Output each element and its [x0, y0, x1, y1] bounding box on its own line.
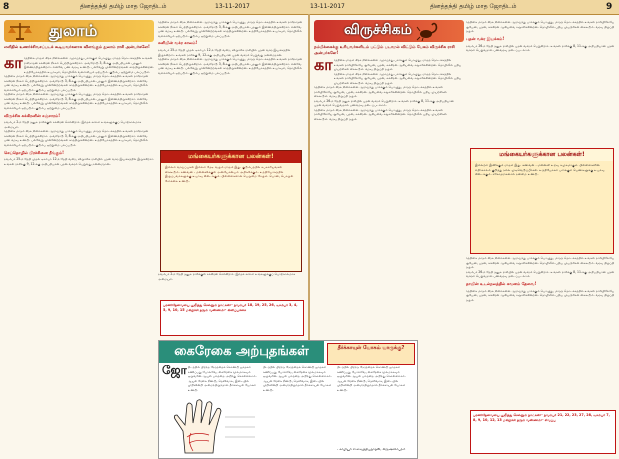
thulam-title: துலாம் — [49, 20, 98, 40]
viruchigam-col2-text: ர்த்திகை மாதம் கிரக நிலைகளை ஆராய்ந்து பார்க்கும் பொழுது, மாதத் தொடக்கத்தில் உங்கள் ராசியிலேயே சூரியன், புதன், சுக்கிரன் ஆகியவை சஞ்சரிக்கின்றன. தொழிலில் புதிய முயற்சிகள் கைகூடும். வரவு திருப்தி தரும். — [466, 20, 615, 33]
thulam-body: ர்த்திகை மாதம் கிரக நிலைகளை ஆராய்ந்து பார்க்கும் பொழுது, மாதத் தொடக்கத்தில் உங்கள் ராசிநாதன் சுக்கிரன் நீச்சம் பெற்றிருக்கிறார். அவரோடு 3, 8-க்கு அதிபதியான புதனும் இணைந்திருக்கிறார். எனவே பண வரவு உண்டு. பல்வேறு முன்னேற்றங்கள் காத்திருக்கின்றன. உத்தியோகத்தில் உயர்வும், தொழிலில் வளர்ச்சியும் ஏற்படும். குடும்ப ஒற்றுமை பலப்படும். — [23, 56, 154, 74]
palm-col-2: திடத்தில் பிறந்த நேரத்தைக் கொண்டு ஜாதகம் கணிப்பது போலவே, கைரேகை மூலமாகவும் ஒருவரின் ஆயுள் பலத்தை அறிந்து கொள்ளலாம். ஆயுள் ரேகை நீண்டு, தெளிவாக, இடையில் முறிவின்றி அமைந்திருந்தால் தீர்க்காயுள் யோகம் உண்டு. — [263, 365, 332, 392]
viruchigam-column-2 — [466, 20, 616, 160]
palm-intro — [162, 365, 262, 395]
viruchigam-banner — [314, 20, 464, 42]
thulam-footer-head: செய்தொழில் பிரச்சினை நீங்கும்! — [4, 150, 64, 155]
thulam-dropcap: கா — [4, 56, 23, 72]
thulam-col2-lower-text: நவம்பர் 2-ந் தேதி தனுசு ராசிக்குள் சுக்கிரன் செல்கிறார். இந்தக் காலம் உங்களுக்குப் பொற்காலமாக அமையும். — [158, 272, 296, 281]
right-date: 13-11-2017 — [310, 3, 345, 10]
viruchigam-planet-body: நவம்பர் 26-ந் தேதி தனுசு ராசியில் புதன் வக்ரம் பெறுகிறார். உங்கள் ராசிக்கு 8, 11-க்கு அதிபதியான புதன் வக்ரம் பெறுவதால் பணவரவு தடைப்படலாம். — [466, 43, 615, 52]
palm-col-3: திடத்தில் பிறந்த நேரத்தைக் கொண்டு ஜாதகம் கணிப்பது போலவே, கைரேகை மூலமாகவும் ஒருவரின் ஆயுள் பலத்தை அறிந்து கொள்ளலாம். ஆயுள் ரேகை நீண்டு, தெளிவாக, இடையில் முறிவின்றி அமைந்திருந்தால் தீர்க்காயுள் யோகம் உண்டு. — [337, 365, 406, 392]
thulam-body-cont2: ர்த்திகை மாதம் கிரக நிலைகளை ஆராய்ந்து பார்க்கும் பொழுது, மாதத் தொடக்கத்தில் உங்கள் ராசிநாதன் சுக்கிரன் நீச்சம் பெற்றிருக்கிறார். அவரோடு 3, 8-க்கு அதிபதியான புதனும் இணைந்திருக்கிறார். எனவே பண வரவு உண்டு. பல்வேறு முன்னேற்றங்கள் காத்திருக்கின்றன. உத்தியோகத்தில் உயர்வும், தொழிலில் வளர்ச்சியும் ஏற்படும். குடும்ப ஒற்றுமை பலப்படும். — [4, 92, 149, 110]
right-page-number: 9 — [606, 2, 613, 12]
thulam-planet-body: நவம்பர் 2-ந் தேதி தனுசு ராசிக்குள் சுக்கிரன் செல்கிறார். இந்தக் காலம் உங்களுக்குப் பொற்காலமாக அமையும். — [4, 120, 142, 129]
viruchigam-caution-head: தாயின் உடல்நலத்தில் கவனம் தேவை! — [466, 280, 537, 286]
palm-question: தீர்க்காயுள் யோகம் யாருக்கு? — [327, 343, 415, 365]
right-paper-name: தினத்தந்தி தமிழ் மாத ஜோதிடம் — [430, 3, 517, 10]
viruchigam-column-2-lower — [466, 256, 616, 406]
left-paper-name: தினத்தந்தி தமிழ் மாத ஜோதிடம் — [80, 3, 167, 10]
thulam-worship: பரணிதேவையை பூஜித்து செல்லும் நாட்கள்:- நவம்பர் 18, 19, 25, 26, டிசம்பர் 3, 4, 5, 9, 10, 15 மகிழ்ச்சி தரும் வண்ணம்:- கிளிப்பச்சை — [163, 303, 298, 312]
palm-title-bar — [159, 341, 324, 363]
thulam-mid-head: சனியின் வக்ர காலம்! — [158, 40, 198, 45]
palm-hand-illustration — [165, 397, 259, 455]
thulam-intro: எளிதில் உணர்ச்சிவசப்படக் கூடியவர்களாக விளங்கும் துலாம் ராசி அன்பர்களே! — [4, 44, 150, 49]
viruchigam-body-5: ர்த்திகை மாதம் கிரக நிலைகளை ஆராய்ந்து பார்க்கும் பொழுது, மாதத் தொடக்கத்தில் உங்கள் ராசியிலேயே சூரியன், புதன், சுக்கிரன் ஆகியவை சஞ்சரிக்கின்றன. தொழிலில் புதிய முயற்சிகள் கைகூடும். வரவு திருப்தி தரும். — [314, 107, 447, 121]
viruchigam-intro: நம்பிக்கைக்கு உரியவர்களிடம் பட்டும் படாமல் விட்டும் பேசும் விருச்சிக ராசி அன்பர்களே! — [314, 44, 455, 55]
thulam-col2-text: ர்த்திகை மாதம் கிரக நிலைகளை ஆராய்ந்து பார்க்கும் பொழுது, மாதத் தொடக்கத்தில் உங்கள் ராசிநாதன் சுக்கிரன் நீச்சம் பெற்றிருக்கிறார். அவரோடு 3, 8-க்கு அதிபதியான புதனும் இணைந்திருக்கிறார். எனவே பண வரவு உண்டு. பல்வேறு முன்னேற்றங்கள் காத்திருக்கின்றன. உத்தியோகத்தில் உயர்வும், தொழிலில் வளர்ச்சியும் ஏற்படும். குடும்ப ஒற்றுமை பலப்படும். — [158, 20, 303, 38]
viruchigam-col2-lower-text-2: நவம்பர் 26-ந் தேதி தனுசு ராசியில் புதன் வக்ரம் பெறுகிறார். உங்கள் ராசிக்கு 8, 11-க்கு அதிபதியான புதன் வக்ரம் பெறுவதால் பணவரவு தடைப்படலாம். — [466, 269, 615, 278]
thulam-banner — [4, 20, 154, 42]
viruchigam-body-4: நவம்பர் 26-ந் தேதி தனுசு ராசியில் புதன் வக்ரம் பெறுகிறார். உங்கள் ராசிக்கு 8, 11-க்கு அதிபதியான புதன் வக்ரம் பெறுவதால் பணவரவு தடைப்படலாம். — [314, 98, 454, 107]
page-header — [0, 0, 619, 15]
left-page-number: 8 — [3, 2, 10, 12]
thulam-worship-box — [160, 300, 304, 336]
palm-dropcap: ஜோ — [162, 365, 187, 377]
left-date: 13-11-2017 — [215, 3, 250, 10]
thulam-women-box — [160, 150, 302, 272]
viruchigam-column-1 — [314, 58, 462, 454]
viruchigam-col2-lower-text: ர்த்திகை மாதம் கிரக நிலைகளை ஆராய்ந்து பார்க்கும் பொழுது, மாதத் தொடக்கத்தில் உங்கள் ராசியிலேயே சூரியன், புதன், சுக்கிரன் ஆகியவை சஞ்சரிக்கின்றன. தொழிலில் புதிய முயற்சிகள் கைகூடும். வரவு திருப்தி தரும். — [466, 256, 615, 269]
thulam-planet-head: விருச்சிக சுக்கிரனின் சஞ்சாரம்! — [4, 113, 61, 118]
viruchigam-dropcap: கா — [314, 58, 333, 74]
viruchigam-body: ர்த்திகை மாதம் கிரக நிலைகளை ஆராய்ந்து பார்க்கும் பொழுது, மாதத் தொடக்கத்தில் உங்கள் ராசியிலேயே சூரியன், புதன், சுக்கிரன் ஆகியவை சஞ்சரிக்கின்றன. தொழிலில் புதிய முயற்சிகள் கைகூடும். வரவு திருப்தி தரும். — [333, 58, 462, 71]
thulam-footer-body: நவம்பர் 25-ந் தேதி முதல் டிசம்பர் 12-ந் தேதி வரை, விருச்சிக ராசியில் புதன் வக்ர இயக்கத்தில் இருக்கிறார். உங்கள் ராசிக்கு 9, 12-க்கு அதிபதியான புதன் வக்ரம் பெறுவது நன்மைதான். — [4, 157, 154, 166]
viruchigam-planet-head: புதன் வக்ர இயக்கம்! — [466, 35, 505, 41]
thulam-planet-body-2: ர்த்திகை மாதம் கிரக நிலைகளை ஆராய்ந்து பார்க்கும் பொழுது, மாதத் தொடக்கத்தில் உங்கள் ராசிநாதன் சுக்கிரன் நீச்சம் பெற்றிருக்கிறார். அவரோடு 3, 8-க்கு அதிபதியான புதனும் இணைந்திருக்கிறார். எனவே பண வரவு உண்டு. பல்வேறு முன்னேற்றங்கள் காத்திருக்கின்றன. உத்தியோகத்தில் உயர்வும், தொழிலில் வளர்ச்சியும் ஏற்படும். குடும்ப ஒற்றுமை பலப்படும். — [4, 129, 149, 147]
viruchigam-title: விருச்சிகம் — [344, 22, 412, 38]
viruchigam-body-2: ர்த்திகை மாதம் கிரக நிலைகளை ஆராய்ந்து பார்க்கும் பொழுது, மாதத் தொடக்கத்தில் உங்கள் ராசியிலேயே சூரியன், புதன், சுக்கிரன் ஆகியவை சஞ்சரிக்கின்றன. தொழிலில் புதிய முயற்சிகள் கைகூடும். வரவு திருப்தி தரும். — [333, 71, 462, 85]
viruchigam-women-title: மங்கையர்களுக்கான பலன்கள்! — [471, 149, 613, 161]
thulam-women-title: மங்கையர்களுக்கான பலன்கள்! — [161, 151, 301, 163]
scorpion-icon — [416, 21, 440, 41]
thulam-body-cont: ர்த்திகை மாதம் கிரக நிலைகளை ஆராய்ந்து பார்க்கும் பொழுது, மாதத் தொடக்கத்தில் உங்கள் ராசிநாதன் சுக்கிரன் நீச்சம் பெற்றிருக்கிறார். அவரோடு 3, 8-க்கு அதிபதியான புதனும் இணைந்திருக்கிறார். எனவே பண வரவு உண்டு. பல்வேறு முன்னேற்றங்கள் காத்திருக்கின்றன. உத்தியோகத்தில் உயர்வும், தொழிலில் வளர்ச்சியும் ஏற்படும். குடும்ப ஒற்றுமை பலப்படும். — [4, 74, 149, 92]
thulam-column-1 — [4, 56, 154, 451]
palm-author: - காழியூர் சி.வைத்தியநாதன், கிருஷ்ணாபுரம் — [337, 447, 406, 451]
viruchigam-worship-box — [470, 410, 616, 454]
thulam-mid-body-2: ர்த்திகை மாதம் கிரக நிலைகளை ஆராய்ந்து பார்க்கும் பொழுது, மாதத் தொடக்கத்தில் உங்கள் ராசிநாதன் சுக்கிரன் நீச்சம் பெற்றிருக்கிறார். அவரோடு 3, 8-க்கு அதிபதியான புதனும் இணைந்திருக்கிறார். எனவே பண வரவு உண்டு. பல்வேறு முன்னேற்றங்கள் காத்திருக்கின்றன. உத்தியோகத்தில் உயர்வும், தொழிலில் வளர்ச்சியும் ஏற்படும். குடும்ப ஒற்றுமை பலப்படும். — [158, 57, 303, 75]
viruchigam-worship: பரணிதேவையை பூஜித்து செல்லும் நாட்கள்:- நவம்பர் 21, 22, 23, 27, 28, டிசம்பர் 7, 8, 9, 10, 12, 13 மகிழ்ச்சி தரும் வண்ணம்:- சிவப்பு — [473, 413, 610, 422]
palm-title: கைரேகை அற்புதங்கள் — [174, 344, 309, 359]
thulam-women-body: இல்லம் வாய்ப்புகள் இல்லம் தேடி வரும் மாதம் இது. குடும்பத்தில் சுபகாரியங்கள் கைகூடும். கணவன் - மனைவிக்குள் அன்யோன்யம் அதிகரிக்கும். உத்தியோகத்தில் இருப்பவர்களுக்கு உயர்வு கிடைக்கும். பிள்ளைகளால் பெருமை சேரும். பொன், பொருள் சேர்க்கை உண்டு. — [165, 165, 294, 183]
thulam-col2-lower — [158, 272, 304, 298]
viruchigam-caution-body: ர்த்திகை மாதம் கிரக நிலைகளை ஆராய்ந்து பார்க்கும் பொழுது, மாதத் தொடக்கத்தில் உங்கள் ராசியிலேயே சூரியன், புதன், சுக்கிரன் ஆகியவை சஞ்சரிக்கின்றன. தொழிலில் புதிய முயற்சிகள் கைகூடும். வரவு திருப்தி தரும். — [466, 288, 615, 302]
viruchigam-women-body: இல்லறம் இனிக்கும் மாதம் இது. கணவன் - மனைவி உறவு சுமுகமாகும். பிள்ளைகளின் எதிர்காலம் குறித்து நல்ல முடிவெடுப்பீர்கள். உத்தியோகம் பார்க்கும் பெண்களுக்கு உயர்வு கிடைக்கும். சகோதரர்களால் நன்மை உண்டு. — [475, 163, 605, 177]
viruchigam-women-box — [470, 148, 614, 254]
thulam-mid-body: நவம்பர் 25-ந் தேதி முதல் டிசம்பர் 12-ந் தேதி வரை, விருச்சிக ராசியில் புதன் வக்ர இயக்கத்தில் இருக்கிறார். உங்கள் ராசிக்கு 9, 12-க்கு அதிபதியான புதன் வக்ரம் பெறுவது நன்மைதான். — [158, 48, 291, 57]
viruchigam-body-3: ர்த்திகை மாதம் கிரக நிலைகளை ஆராய்ந்து பார்க்கும் பொழுது, மாதத் தொடக்கத்தில் உங்கள் ராசியிலேயே சூரியன், புதன், சுக்கிரன் ஆகியவை சஞ்சரிக்கின்றன. தொழிலில் புதிய முயற்சிகள் கைகூடும். வரவு திருப்தி தரும். — [314, 85, 447, 98]
palm-body: திடத்தில் பிறந்த நேரத்தைக் கொண்டு ஜாதகம் கணிப்பது போலவே, கைரேகை மூலமாகவும் ஒருவரின் ஆயுள் பலத்தை அறிந்து கொள்ளலாம். ஆயுள் ரேகை நீண்டு, தெளிவாக, இடையில் முறிவின்றி அமைந்திருந்தால் தீர்க்காயுள் யோகம் உண்டு. — [187, 365, 257, 392]
scales-icon — [7, 21, 33, 41]
